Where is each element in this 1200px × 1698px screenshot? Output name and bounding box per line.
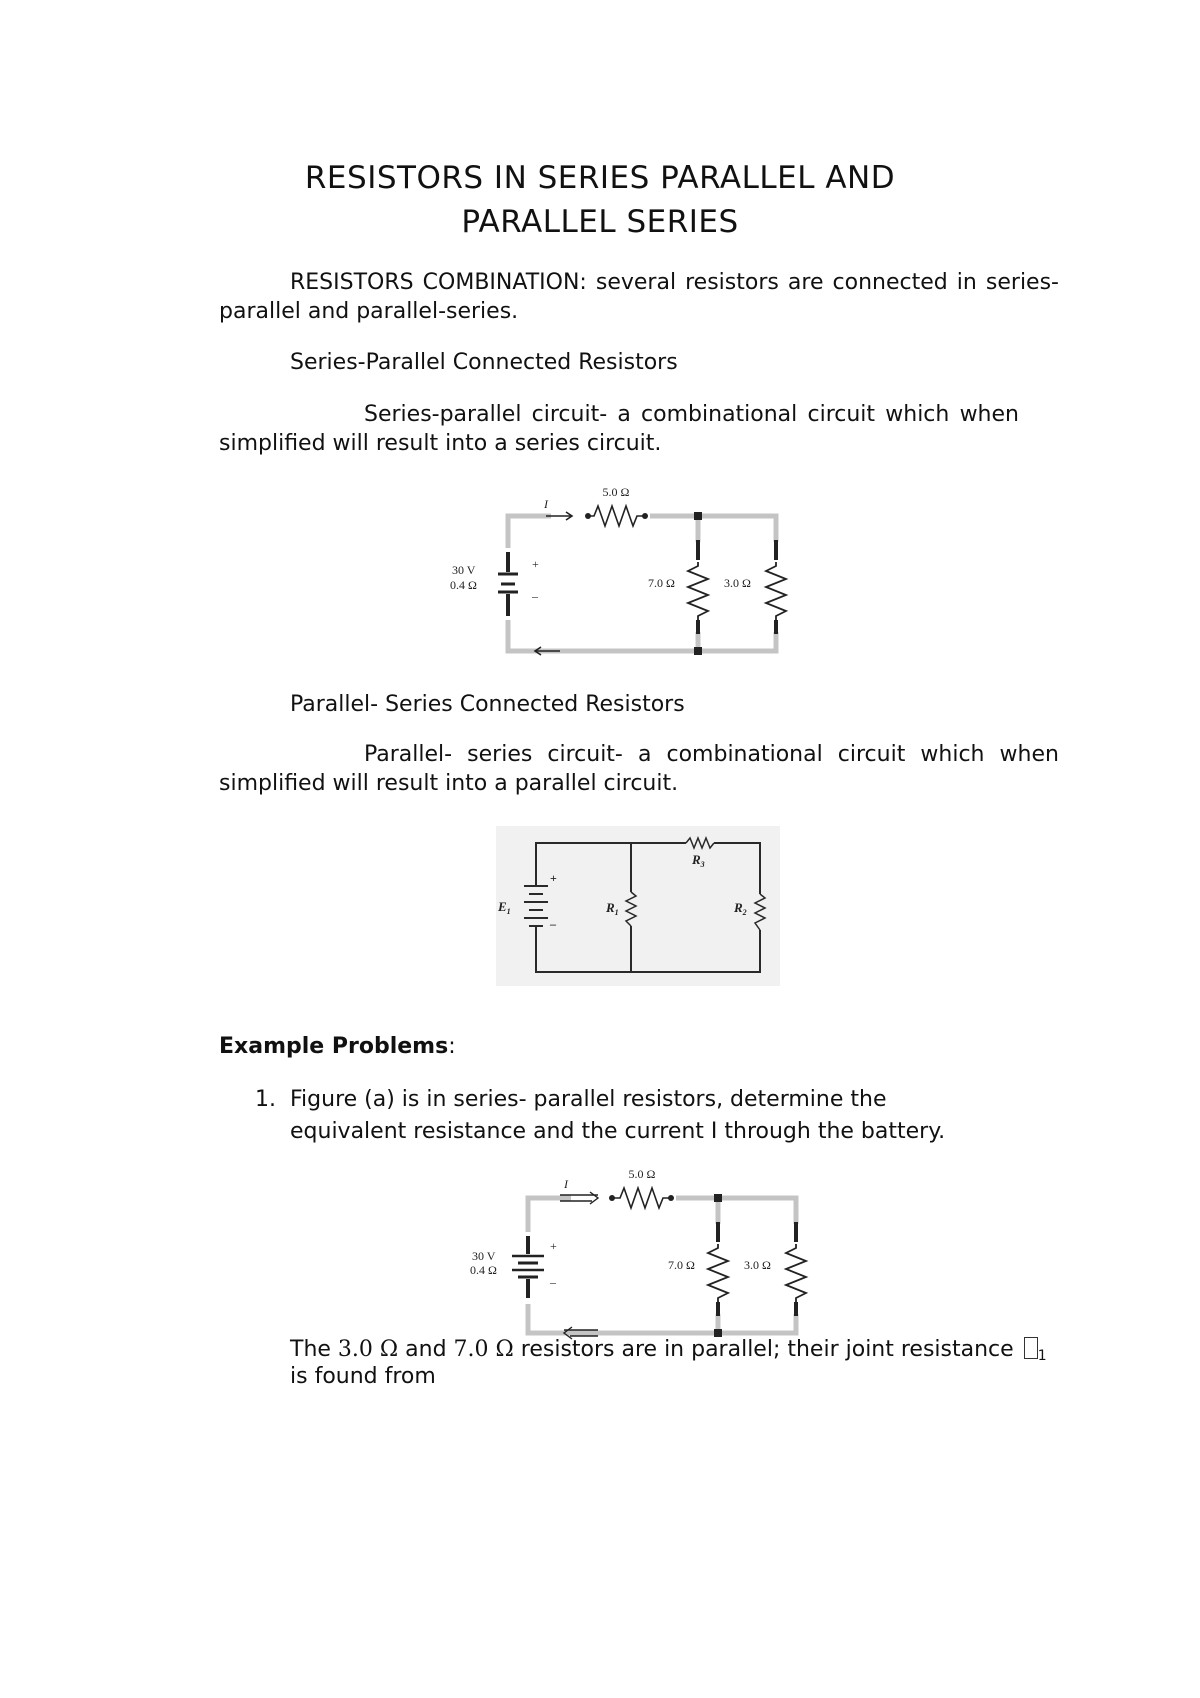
junction-dot xyxy=(609,1195,615,1201)
explanation-subscript: 1 xyxy=(1037,1348,1047,1364)
example-problems-title: Example Problems xyxy=(219,1034,449,1059)
resistor-5-label: 5.0 Ω xyxy=(602,485,630,499)
page-title-line2: PARALLEL SERIES xyxy=(461,204,739,240)
battery-plus-label: + xyxy=(532,557,539,571)
example-item-line2: equivalent resistance and the current I through the battery. xyxy=(290,1119,946,1144)
battery-resistance-label: 0.4 Ω xyxy=(470,1263,497,1277)
missing-glyph-box xyxy=(1024,1337,1038,1359)
junction-dot xyxy=(585,513,591,519)
parallel-series-definition xyxy=(219,740,1059,798)
battery-minus-label: – xyxy=(550,1275,556,1289)
example-problems-colon: : xyxy=(448,1034,456,1059)
explanation-text-b: and xyxy=(398,1337,454,1362)
resistor-r3-label: $R_3$ xyxy=(692,852,705,869)
parallel-series-circuit-diagram xyxy=(496,826,780,986)
arrow-current xyxy=(546,512,572,520)
junction-dot xyxy=(642,513,648,519)
intro-text: several resistors are connected in series-parallel and parallel-series. xyxy=(219,270,1059,324)
example-problems-heading xyxy=(219,1032,456,1061)
series-parallel-heading: Series-Parallel Connected Resistors xyxy=(290,350,678,375)
parallel-series-definition-text: a combinational circuit which when simplified will result into a parallel circuit. xyxy=(219,742,1059,796)
explanation-text-c: resistors are in parallel; their joint resistance xyxy=(513,1337,1021,1362)
series-parallel-term: Series-parallel circuit- xyxy=(364,402,608,427)
battery-plus-label: + xyxy=(550,871,557,885)
page-title-line1: RESISTORS IN SERIES PARALLEL AND xyxy=(304,160,896,196)
resistor-7-label: 7.0 Ω xyxy=(668,1258,695,1272)
resistor-r1-label: $R_1$ xyxy=(606,900,619,917)
resistor-7-label: 7.0 Ω xyxy=(648,576,675,590)
node-marker xyxy=(714,1194,722,1202)
explanation-value-7-ohm: 7.0 Ω xyxy=(453,1337,514,1362)
arrow-return xyxy=(535,647,560,655)
current-label: I xyxy=(544,497,548,511)
battery-plus-label: + xyxy=(550,1239,557,1253)
battery-voltage-label: 30 V xyxy=(472,1249,496,1263)
resistor-5-ohm xyxy=(588,506,645,526)
explanation-text-a: The xyxy=(290,1337,338,1362)
resistor-5-ohm xyxy=(612,1188,671,1208)
resistor-5-label: 5.0 Ω xyxy=(628,1167,656,1181)
intro-paragraph xyxy=(219,268,1059,326)
example-circuit-diagram xyxy=(460,1162,820,1342)
explanation-value-3-ohm: 3.0 Ω xyxy=(337,1337,399,1362)
series-parallel-circuit-diagram xyxy=(440,480,800,660)
example-item-number: 1. xyxy=(255,1087,276,1112)
node-marker xyxy=(694,512,702,520)
battery-voltage-label: 30 V xyxy=(452,563,476,577)
explanation-line2: is found from xyxy=(290,1364,436,1389)
battery-minus-label: – xyxy=(532,589,538,603)
parallel-series-term: Parallel- series circuit- xyxy=(364,742,623,767)
parallel-series-heading: Parallel- Series Connected Resistors xyxy=(290,692,685,717)
series-parallel-definition-text: a combinational circuit which when simplified will result into a series circuit. xyxy=(219,402,1019,456)
current-label: I xyxy=(564,1177,568,1191)
resistor-r2-label: $R_2$ xyxy=(734,900,747,917)
resistor-3-label: 3.0 Ω xyxy=(724,576,751,590)
source-e1-label: $E_1$ xyxy=(498,899,511,916)
node-marker xyxy=(694,647,702,655)
battery-resistance-label: 0.4 Ω xyxy=(450,578,477,592)
junction-dot xyxy=(668,1195,674,1201)
example-item-line1: Figure (a) is in series- parallel resistors, determine the xyxy=(290,1087,887,1112)
series-parallel-definition xyxy=(219,400,1019,458)
battery-minus-label: – xyxy=(550,917,556,931)
intro-label: RESISTORS COMBINATION: xyxy=(290,270,587,295)
resistor-3-label: 3.0 Ω xyxy=(744,1258,771,1272)
